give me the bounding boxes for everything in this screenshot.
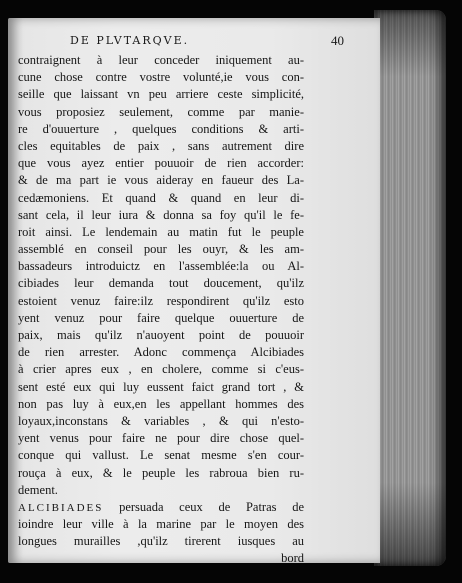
text-line: à crier apres eux , en cholere, comme si c'eus- <box>18 362 304 377</box>
page-number: 40 <box>331 33 344 48</box>
text-line: cune chose contre vostre volunté,ie vous con- <box>18 70 304 85</box>
paragraph-first-line-text: persuada ceux de Patras de <box>119 499 304 514</box>
text-line: assemblé en conseil pour les ouyr, & les am- <box>18 242 304 257</box>
body-text <box>18 52 304 568</box>
text-line: yent venus pour faire ne pour dire chose quel- <box>18 431 304 446</box>
text-line: que vous ayez entier pouuoir de rien accorder: <box>18 156 304 171</box>
text-line: ioindre leur ville à la marine par le moyen des <box>18 517 304 532</box>
text-line: loyaux,inconstans & variables , & qui n'esto- <box>18 413 304 428</box>
text-line: bassadeurs introduictz en l'assemblée:la ou Al- <box>18 259 304 274</box>
text-line: estoient venuz faire:ilz respondirent qu'ilz esto <box>18 293 304 308</box>
text-line: longues murailles ,qu'ilz tirerent iusques au <box>18 534 304 549</box>
paragraph-first-line <box>18 499 304 516</box>
text-line: re d'ouuerture , quelques conditions & arti- <box>18 121 304 136</box>
text-line: sent esté eux qui luy eussent faict grand tort , & <box>18 379 304 394</box>
text-line: conque qui vallust. Le senat mesme s'en cour- <box>18 448 304 463</box>
text-line: contraignent à leur conceder iniquement au- <box>18 53 304 67</box>
text-line: non pas luy à eux,en les appellant hommes des <box>18 396 304 411</box>
text-line: & de ma part ie vous aideray en faueur des La- <box>18 173 304 188</box>
text-line: dement. <box>18 482 58 497</box>
catchword: bord <box>281 551 304 566</box>
page-edges <box>374 10 446 566</box>
text-line: yent venuz pour faire quelque ouuerture de <box>18 310 304 325</box>
running-head: DE PLVTARQVE. <box>70 34 190 47</box>
text-line: cibiades leur demanda tout doucement, qu'ilz <box>18 276 304 291</box>
text-line: seille que laissant vn peu arriere ceste simplicité, <box>18 87 304 102</box>
text-line: sant cela, il leur iura & donna sa foy qu'il le fe- <box>18 207 304 222</box>
text-line: cles equitables de paix , sans autrement dire <box>18 138 304 153</box>
paragraph-lead-word: ALCIBIADES <box>18 501 104 514</box>
text-line: de rien arrester. Adonc commença Alcibiades <box>18 345 304 360</box>
text-line: paix, mais qu'ilz n'auoyent point de pouuoir <box>18 328 304 342</box>
text-line: vous proposiez seulement, comme par manie- <box>18 104 304 119</box>
text-line: cedæmoniens. Et quand & quand en leur di- <box>18 190 304 205</box>
text-line: roit ainsi. Le lendemain au matin fut le peuple <box>18 224 304 239</box>
text-line: rouça à eux, & le peuple les rabroua bien ru- <box>18 465 304 480</box>
